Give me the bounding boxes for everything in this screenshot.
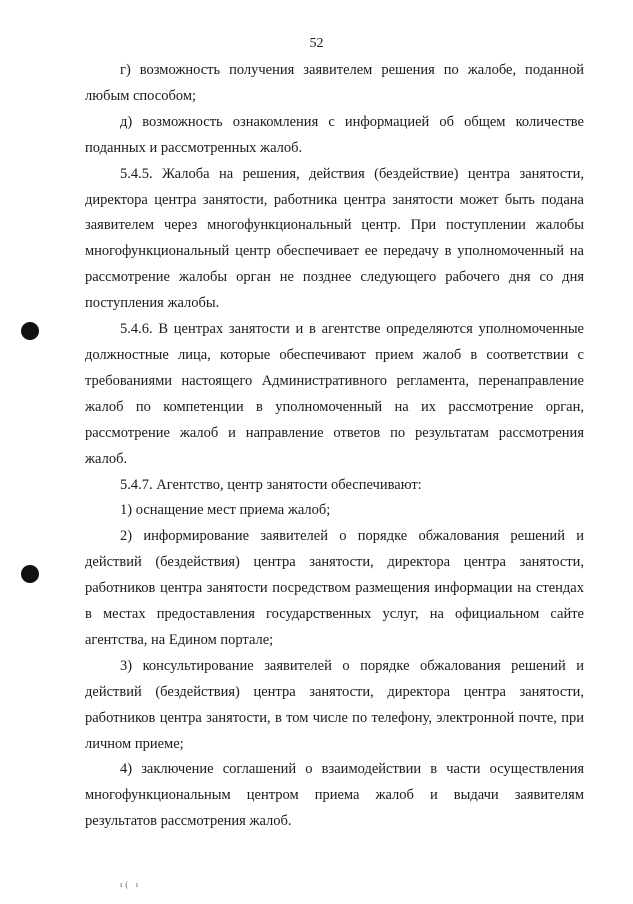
list-item-4: 4) заключение соглашений о взаимодействии в части осуществления многофункциональным центром приема жалоб и выдачи заявителям результатов рассмотрения жалоб. bbox=[85, 761, 584, 830]
paragraph-5-4-7: 5.4.7. Агентство, центр занятости обеспечивают: bbox=[120, 476, 422, 493]
paragraph-g: г) возможность получения заявителем решения по жалобе, поданной любым способом; bbox=[85, 62, 584, 104]
paragraph-d: д) возможность ознакомления с информацией об общем количестве поданных и рассмотренных жалоб. bbox=[85, 113, 584, 156]
punch-hole-top bbox=[21, 322, 39, 340]
list-item-1: 1) оснащение мест приема жалоб; bbox=[120, 502, 331, 519]
punch-hole-bottom bbox=[21, 565, 39, 583]
document-body bbox=[85, 58, 584, 835]
paragraph-5-4-5: 5.4.5. Жалоба на решения, действия (бездействие) центра занятости, директора центра занятости, работника центра занятости может быть подана заявителем через многофункциональный центр. При поступлении жалобы многофункциональный центр обеспечивает ее передачу в уполномоченный на рассмотрение жалобы орган не позднее следующего рабочего дня со дня поступления жалобы. bbox=[85, 165, 584, 312]
page-number: 52 bbox=[309, 36, 324, 51]
paragraph-5-4-6: 5.4.6. В центрах занятости и в агентстве определяются уполномоченные должностные лица, которые обеспечивают прием жалоб в соответствии с требованиями настоящего Административного регламента, перенаправление жалоб по компетенции в уполномоченный на их рассмотрение орган, рассмотрение жалоб и направление ответов по результатам рассмотрения жалоб. bbox=[85, 321, 584, 467]
list-item-3: 3) консультирование заявителей о порядке обжалования решений и действий (бездействия) центра занятости, директора центра занятости, работников центра занятости, в том числе по телефону, электронной почте, при личном приеме; bbox=[85, 657, 584, 752]
list-item-2: 2) информирование заявителей о порядке обжалования решений и действий (бездействия) центра занятости, директора центра занятости, работников центра занятости посредством размещения информации на стендах в местах предоставления государственных услуг, на официальном сайте агентства, на Едином портале; bbox=[85, 528, 584, 648]
footer-marks: ı( ı bbox=[120, 880, 142, 889]
